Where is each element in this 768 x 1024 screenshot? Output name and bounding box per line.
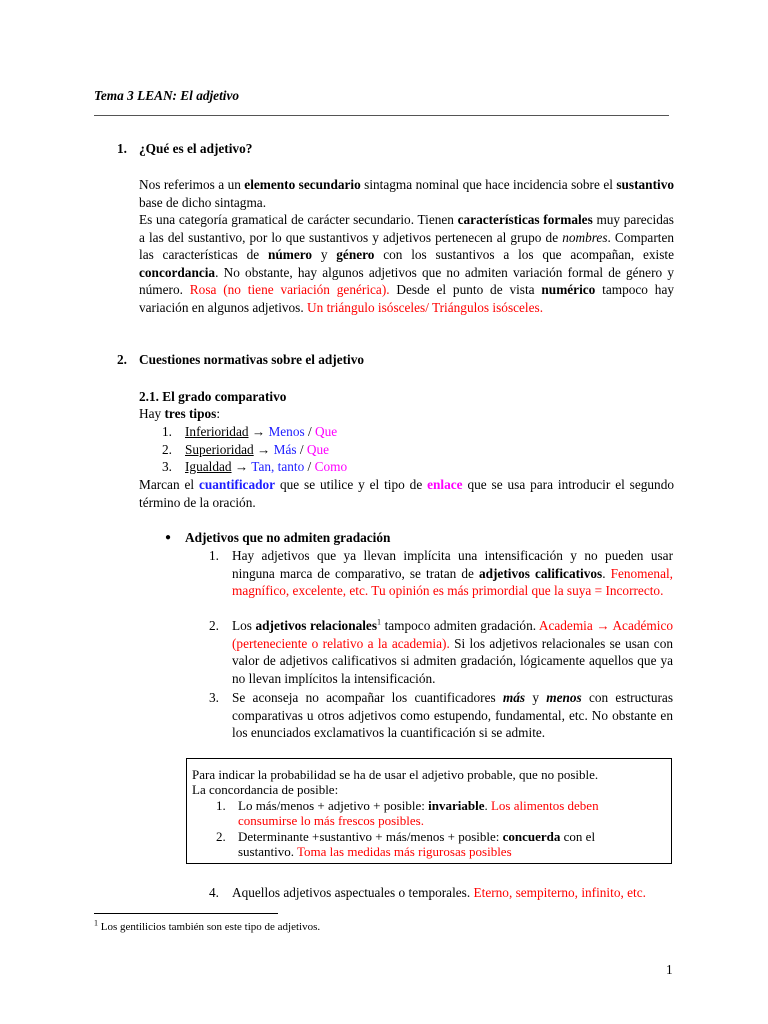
example-text: Eterno, sempiterno, infinito, etc.	[473, 885, 646, 900]
text-bold: género	[336, 247, 375, 263]
type-name: Superioridad	[185, 442, 254, 457]
text: :	[216, 406, 221, 421]
text: Hay	[139, 406, 165, 421]
text-bold: número	[267, 247, 313, 263]
text-bold: adjetivos calificativos	[478, 565, 603, 581]
text: que se utilice y el tipo de	[275, 477, 428, 492]
list-number: 2.	[162, 442, 172, 457]
note-box-item-2-number: 2.	[216, 829, 226, 844]
footnote-text: Los gentilicios también son este tipo de adjetivos.	[98, 921, 321, 933]
item-2-number: 2.	[209, 618, 219, 633]
text-bold: adjetivos relacionales	[255, 618, 378, 633]
section-1-number: 1.	[117, 141, 127, 156]
text: Aquellos adjetivos aspectuales o temporales.	[232, 885, 474, 900]
text: tampoco admiten gradación.	[381, 618, 539, 633]
arrow: →	[248, 424, 269, 439]
note-box-line-2: La concordancia de posible:	[192, 782, 339, 797]
type-item-inferioridad	[162, 423, 172, 441]
footnote-number: 1	[94, 918, 98, 928]
text-bold: tres tipos	[164, 406, 217, 421]
type-item-inferioridad-text	[185, 423, 337, 441]
separator: /	[304, 459, 315, 474]
text: . Comparten las características de	[139, 229, 674, 263]
text: Lo más/menos + adjetivo + posible:	[238, 798, 429, 813]
text: y	[312, 247, 337, 263]
section-1-title: ¿Qué es el adjetivo?	[139, 141, 253, 156]
text: Si los adjetivos relacionales se usan con valor de adjetivos calificativos si admiten gradación, lógicamente aquellos que ya no llevan implícitos la intensificación.	[232, 635, 673, 686]
subsection-2-1-title: 2.1. El grado comparativo	[139, 389, 287, 404]
text: Es una categoría gramatical de carácter secundario. Tienen	[139, 212, 458, 227]
text: tampoco hay variación en algunos adjetivos.	[139, 282, 674, 315]
footnote	[94, 920, 320, 934]
text: sustantivo.	[238, 844, 297, 859]
link-word: Como	[314, 459, 348, 474]
item-1-number: 1.	[209, 548, 219, 563]
text-italic: nombres	[562, 229, 608, 245]
item-1-text	[232, 547, 673, 600]
footnote-marker: 1	[377, 617, 382, 627]
text: Hay adjetivos que ya llevan implícita una intensificación y no pueden usar ninguna marca de comparativo, se tratan de	[232, 548, 673, 581]
header-rule	[94, 115, 669, 116]
text: que se usa para introducir el segundo término de la oración.	[139, 477, 674, 510]
type-name: Inferioridad	[185, 424, 249, 439]
separator: /	[296, 442, 307, 457]
text-bold: invariable	[428, 798, 485, 813]
item-4-number: 4.	[209, 885, 219, 900]
type-name: Igualdad	[185, 459, 232, 474]
text: y	[525, 690, 547, 705]
section-2-title: Cuestiones normativas sobre el adjetivo	[139, 352, 365, 367]
example-text: Un triángulo isósceles/ Triángulos isósceles.	[307, 299, 544, 315]
text-bold-blue: cuantificador	[198, 477, 276, 492]
list-number: 3.	[162, 459, 172, 474]
item-4-text	[232, 884, 646, 902]
note-box-item-1-line-1	[238, 798, 599, 814]
note-box-item-2-line-1	[238, 829, 595, 845]
arrow: →	[253, 442, 274, 457]
item-3-number: 3.	[209, 690, 219, 705]
section-1-paragraph-1	[139, 176, 674, 211]
quantifier-word: Tan, tanto	[251, 459, 305, 474]
text: .	[602, 565, 611, 581]
bullet-title: Adjetivos que no admiten gradación	[185, 530, 391, 545]
separator: /	[304, 424, 315, 439]
list-number: 1.	[162, 424, 172, 439]
page-number: 1	[666, 962, 673, 977]
type-item-superioridad-text	[185, 441, 329, 459]
note-box-item-1-line-2: consumirse lo más frescos posibles.	[238, 813, 424, 828]
text-bold: concuerda	[502, 829, 561, 844]
note-box-item-1-number: 1.	[216, 798, 226, 813]
types-intro	[139, 405, 220, 423]
item-2-text	[232, 617, 673, 687]
text: sintagma nominal que hace incidencia sobre el	[360, 177, 617, 192]
text: base de dicho sintagma.	[139, 194, 267, 210]
text: con los sustantivos a los que acompañan, existe	[374, 247, 675, 263]
type-item-superioridad	[162, 441, 172, 459]
type-item-igualdad	[162, 458, 172, 476]
text: . No obstante, hay algunos adjetivos que no admiten variación formal de género y número.	[139, 264, 674, 298]
text-bold: sustantivo	[616, 177, 674, 192]
section-1-paragraph-2	[139, 211, 674, 317]
text: Nos referimos a un	[139, 177, 245, 192]
text: con el	[560, 829, 596, 844]
example-text: Toma las medidas más rigurosas posibles	[297, 844, 512, 859]
text-bold: concordancia	[139, 264, 216, 280]
arrow: →	[231, 459, 252, 474]
note-box-item-2-line-2	[238, 844, 512, 860]
quantifier-word: Menos	[268, 424, 305, 439]
text: Se aconseja no acompañar los cuantificadores	[232, 690, 503, 705]
example-text: Rosa (no tiene variación genérica).	[189, 282, 390, 298]
text: .	[484, 798, 491, 813]
text: Desde el punto de vista	[389, 282, 542, 298]
type-item-igualdad-text	[185, 458, 347, 476]
note-box-line-1: Para indicar la probabilidad se ha de usar el adjetivo probable, que no posible.	[192, 767, 599, 782]
text-bold: numérico	[541, 282, 596, 298]
text-bold: elemento secundario	[244, 177, 361, 192]
text-bold-italic: menos	[546, 690, 582, 705]
link-word: Que	[315, 424, 338, 439]
text-bold-magenta: enlace	[427, 477, 463, 492]
quantifier-word: Más	[273, 442, 297, 457]
example-text: Academia → Académico (perteneciente o relativo a la academia).	[232, 618, 673, 651]
item-3-text	[232, 689, 673, 742]
text: muy parecidas a las del sustantivo, por lo que sustantivos y adjetivos pertenecen al grupo de	[139, 212, 674, 245]
text-bold-italic: más	[502, 690, 526, 705]
text: Determinante +sustantivo + más/menos + posible:	[238, 829, 503, 844]
text-bold: características formales	[457, 212, 593, 227]
link-word: Que	[306, 442, 330, 457]
marcan-paragraph	[139, 476, 674, 511]
text: Marcan el	[139, 477, 199, 492]
bullet-icon: ●	[165, 532, 172, 543]
example-text: Los alimentos deben	[490, 798, 599, 813]
text: Los	[232, 618, 256, 633]
footnote-rule	[94, 913, 278, 914]
section-2-number: 2.	[117, 352, 127, 367]
text: con estructuras comparativas u otros adjetivos como estupendo, fundamental, etc. No obstante en los enunciados exclamativos la cuantificación si se admite.	[232, 690, 674, 741]
example-text: Fenomenal, magnífico, excelente, etc. Tu opinión es más primordial que la suya = Incorrecto.	[232, 565, 673, 599]
document-header: Tema 3 LEAN: El adjetivo	[94, 88, 240, 103]
